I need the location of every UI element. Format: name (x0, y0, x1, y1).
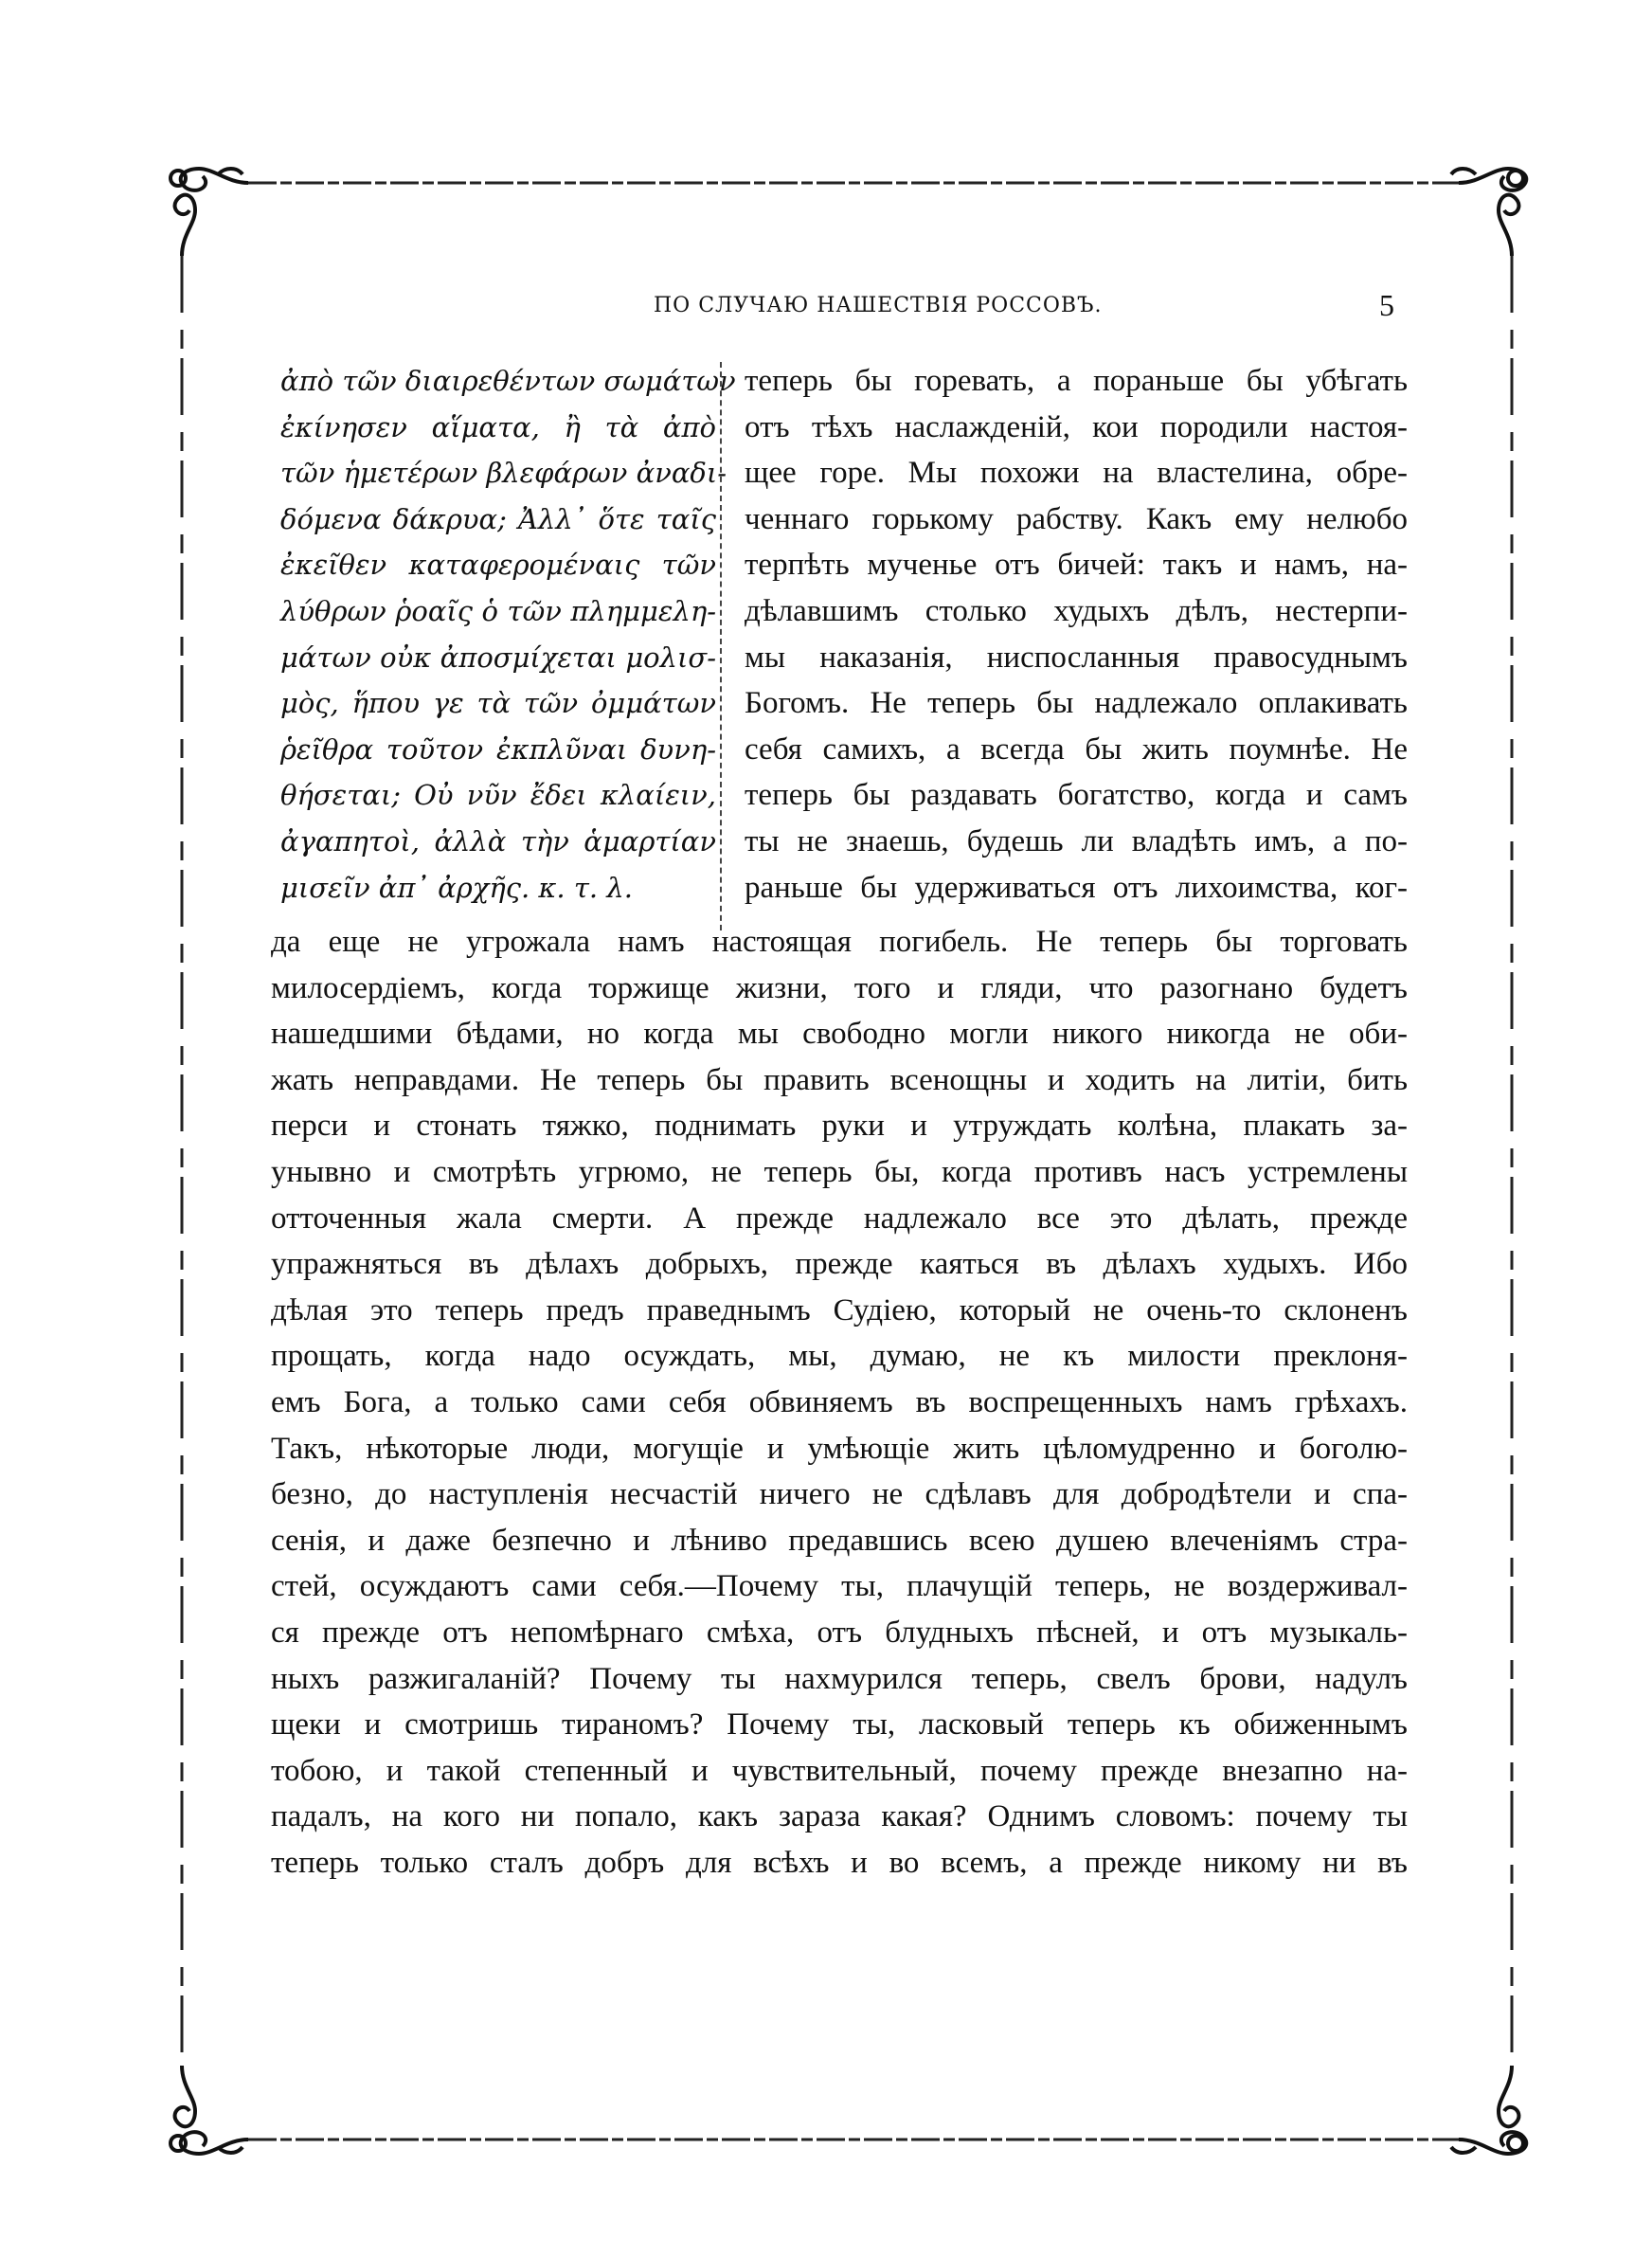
text-line: терпѣть мученье отъ бичей: такъ и намъ, на- (745, 548, 1408, 583)
text-line: Богомъ. Не теперь бы надлежало оплакивать (745, 686, 1408, 721)
text-line: ся прежде отъ непомѣрнаго смѣха, отъ блудныхъ пѣсней, и отъ музыкаль- (271, 1615, 1408, 1650)
corner-ornament-bottom-right (1451, 2066, 1526, 2154)
running-title: ПО СЛУЧАЮ НАШЕСТВІЯ РОССОВЪ. (654, 294, 1103, 317)
text-line: отъ тѣхъ наслажденій, кои породили настоя- (745, 409, 1408, 444)
text-line: прощать, когда надо осуждать, мы, думаю, не къ милости преклоня- (271, 1339, 1408, 1374)
page-number: 5 (1379, 288, 1394, 322)
text-line: мы наказанія, ниспосланныя правосуднымъ (745, 640, 1408, 675)
text-line: дѣлавшимъ столько худыхъ дѣлъ, нестерпи- (745, 593, 1408, 628)
greek-line: μὸς, ἥπου γε τὰ τῶν ὀμμάτων (280, 687, 716, 720)
text-line: перси и стонать тяжко, поднимать руки и утруждать колѣна, плакать за- (271, 1109, 1408, 1144)
text-line: тобою, и такой степенный и чувствительный, почему прежде внезапно на- (271, 1753, 1408, 1788)
greek-line: μισεῖν ἀπ᾽ ἀρχῆς. κ. τ. λ. (280, 871, 633, 904)
main-text-full-width (271, 919, 1408, 1886)
text-line: Такъ, нѣкоторые люди, могущіе и умѣющіе жить цѣломудренно и боголю- (271, 1431, 1408, 1466)
text-line: ченнаго горькому рабству. Какъ ему нелюбо (745, 501, 1408, 536)
text-line: нашедшими бѣдами, но когда мы свободно могли никого никогда не оби- (271, 1017, 1408, 1052)
greek-line: τῶν ἡμετέρων βλεφάρων ἀναδι- (280, 457, 727, 490)
text-line: щеки и смотришь тираномъ? Почему ты, ласковый теперь къ обиженнымъ (271, 1707, 1408, 1742)
greek-footnote-column (280, 358, 736, 911)
text-line: сенія, и даже безпечно и лѣниво предавшись всею душею влеченіямъ стра- (271, 1523, 1408, 1558)
text-line: падалъ, на кого ни попало, какъ зараза какая? Однимъ словомъ: почему ты (271, 1799, 1408, 1834)
text-line: стей, осуждаютъ сами себя.—Почему ты, плачущій теперь, не воздерживал- (271, 1569, 1408, 1604)
text-line: жать неправдами. Не теперь бы править всенощны и ходить на литіи, бить (271, 1062, 1408, 1097)
corner-ornament-bottom-left (171, 2066, 248, 2154)
text-line: дѣлая это теперь предъ праведнымъ Судіею, который не очень-то склоненъ (271, 1292, 1408, 1327)
corner-ornament-top-right (1451, 169, 1526, 256)
text-line: теперь только сталъ добръ для всѣхъ и во всемъ, а прежде никому ни въ (271, 1845, 1408, 1880)
text-line: себя самихъ, а всегда бы жить поумнѣе. Не (745, 731, 1408, 767)
text-line: ты не знаешь, будешь ли владѣть имъ, а по- (745, 823, 1408, 858)
greek-line: λύθρων ῥοαῖς ὁ τῶν πλημμελη- (280, 594, 716, 627)
greek-line: ἐκίνησεν αἵματα, ἢ τὰ ἀπὸ (280, 410, 716, 443)
greek-line: ἀγαπητοὶ, ἀλλὰ τὴν ἁμαρτίαν (280, 824, 716, 858)
text-line: да еще не угрожала намъ настоящая погибель. Не теперь бы торговать (271, 925, 1408, 959)
greek-line: μάτων οὐκ ἀποσμίχεται μολισ- (280, 641, 716, 674)
text-line: емъ Бога, а только сами себя обвиняемъ въ воспрещенныхъ намъ грѣхахъ. (271, 1384, 1408, 1419)
text-line: безно, до наступленія несчастій ничего не сдѣлавъ для добродѣтели и спа- (271, 1477, 1408, 1512)
text-line: ныхъ разжигаланій? Почему ты нахмурился теперь, свелъ брови, надулъ (271, 1661, 1408, 1696)
greek-line: ἐκεῖθεν καταφερομέναις τῶν (280, 549, 716, 582)
greek-line: ῥεῖθρα τοῦτον ἐκπλῦναι δυνη- (280, 732, 716, 766)
text-line: упражняться въ дѣлахъ добрыхъ, прежде каяться въ дѣлахъ худыхъ. Ибо (271, 1247, 1408, 1282)
greek-line: δόμενα δάκρυα; Ἀλλ᾽ ὅτε ταῖς (280, 502, 716, 535)
text-line: теперь бы раздавать богатство, когда и самъ (745, 778, 1408, 813)
column-divider (720, 362, 722, 930)
text-line: отточенныя жала смерти. А прежде надлежало все это дѣлать, прежде (271, 1201, 1408, 1236)
corner-ornament-top-left (171, 169, 248, 256)
main-text-right-column (745, 358, 1408, 911)
text-line: милосердіемъ, когда торжище жизни, того и гляди, что разогнано будетъ (271, 970, 1408, 1005)
greek-line: θήσεται; Οὐ νῦν ἔδει κλαίειν, (280, 779, 716, 812)
text-line: щее горе. Мы похожи на властелина, обре- (745, 456, 1408, 491)
text-line: теперь бы горевать, а пораньше бы убѣгать (745, 364, 1408, 398)
text-line: унывно и смотрѣть угрюмо, не теперь бы, когда противъ насъ устремлены (271, 1154, 1408, 1189)
text-line: раньше бы удерживаться отъ лихоимства, ког- (745, 870, 1408, 905)
greek-line: ἀπὸ τῶν διαιρεθέντων σωμάτων (280, 365, 736, 397)
